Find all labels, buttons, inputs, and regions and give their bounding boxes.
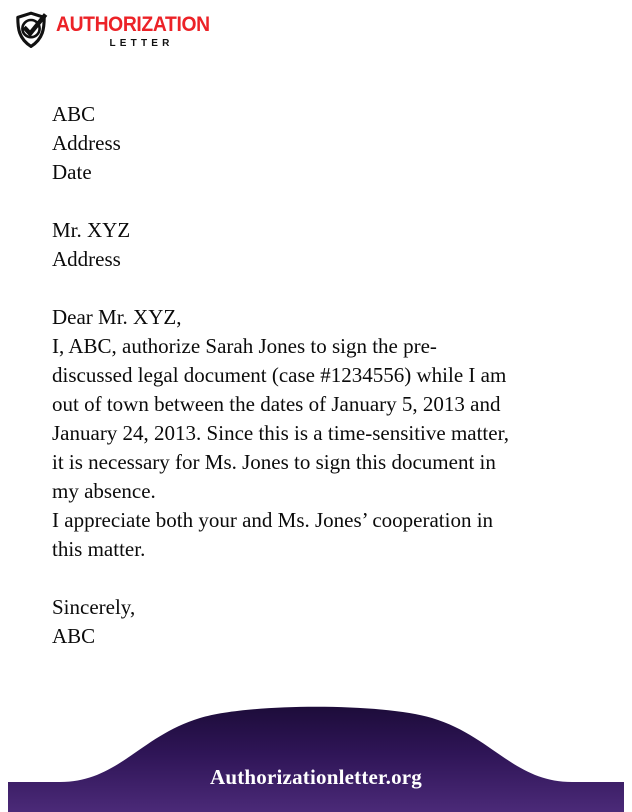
brand-logo	[14, 10, 223, 50]
body-line: I, ABC, authorize Sarah Jones to sign the pre-	[52, 334, 437, 358]
recipient-address: Address	[52, 247, 121, 271]
footer-website: Authorizationletter.org	[209, 765, 423, 789]
sender-name: ABC	[52, 102, 96, 126]
body-paragraph	[52, 332, 592, 564]
body-line: out of town between the dates of January 5, 2013 and	[52, 392, 501, 416]
sender-address: Address	[52, 131, 121, 155]
salutation: Dear Mr. XYZ,	[52, 305, 182, 329]
footer-banner	[0, 702, 632, 812]
footer-arch-shape	[8, 707, 624, 812]
letter-body	[52, 100, 592, 651]
body-line: discussed legal document (case #1234556) while I am	[52, 363, 507, 387]
recipient-block	[52, 216, 592, 274]
body-line: my absence.	[52, 479, 156, 503]
recipient-name: Mr. XYZ	[52, 218, 131, 242]
signature-name: ABC	[52, 624, 96, 648]
closing-salutation: Sincerely,	[52, 595, 136, 619]
body-line: this matter.	[52, 537, 146, 561]
sender-date: Date	[52, 160, 92, 184]
closing-block	[52, 593, 592, 651]
brand-subtitle: LETTER	[109, 37, 174, 49]
sender-block	[52, 100, 592, 187]
body-line: January 24, 2013. Since this is a time-sensitive matter,	[52, 421, 509, 445]
block-spacer	[52, 187, 592, 216]
body-line: I appreciate both your and Ms. Jones’ cooperation in	[52, 508, 494, 532]
body-line: it is necessary for Ms. Jones to sign this document in	[52, 450, 496, 474]
brand-wordmark	[56, 12, 223, 49]
brand-title: AUTHORIZATION	[56, 12, 210, 36]
block-spacer	[52, 274, 592, 303]
block-spacer	[52, 564, 592, 593]
shield-check-icon	[14, 10, 50, 50]
